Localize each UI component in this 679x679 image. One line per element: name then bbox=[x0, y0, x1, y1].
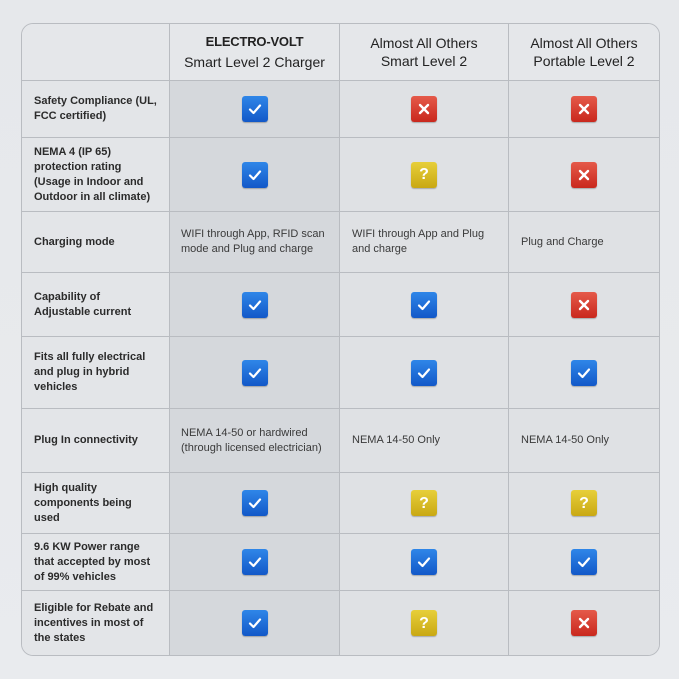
check-icon bbox=[411, 549, 437, 575]
row-label: Charging mode bbox=[22, 212, 170, 273]
row-label: High quality components being used bbox=[22, 473, 170, 534]
row-label: 9.6 KW Power range that accepted by most of 99% vehicles bbox=[22, 534, 170, 591]
check-icon bbox=[242, 610, 268, 636]
check-icon bbox=[571, 360, 597, 386]
check-icon bbox=[571, 549, 597, 575]
check-icon bbox=[242, 96, 268, 122]
cell-others-smart bbox=[340, 337, 509, 409]
cell-others-portable-text: Plug and Charge bbox=[509, 212, 659, 273]
cell-electro-volt bbox=[170, 81, 340, 138]
cell-electro-volt bbox=[170, 273, 340, 337]
check-icon bbox=[242, 490, 268, 516]
check-icon bbox=[242, 292, 268, 318]
header-col3-line2: Portable Level 2 bbox=[533, 53, 635, 69]
cross-icon bbox=[411, 96, 437, 122]
cell-others-portable bbox=[509, 81, 659, 138]
question-icon: ? bbox=[411, 490, 437, 516]
cell-electro-volt-text: WIFI through App, RFID scan mode and Plug and charge bbox=[170, 212, 340, 273]
row-label: Safety Compliance (UL, FCC certified) bbox=[22, 81, 170, 138]
cell-electro-volt-text: NEMA 14-50 or hardwired (through licensed electrician) bbox=[170, 409, 340, 473]
cell-others-smart bbox=[340, 473, 509, 534]
check-icon bbox=[242, 360, 268, 386]
header-others-smart bbox=[340, 24, 509, 81]
cell-others-smart-text: WIFI through App and Plug and charge bbox=[340, 212, 509, 273]
cell-others-smart bbox=[340, 273, 509, 337]
cross-icon bbox=[571, 610, 597, 636]
question-icon: ? bbox=[411, 610, 437, 636]
row-label: Fits all fully electrical and plug in hybrid vehicles bbox=[22, 337, 170, 409]
cell-others-portable bbox=[509, 337, 659, 409]
cross-icon bbox=[571, 292, 597, 318]
cell-others-smart bbox=[340, 81, 509, 138]
cell-others-portable bbox=[509, 138, 659, 212]
cell-electro-volt bbox=[170, 473, 340, 534]
cell-electro-volt bbox=[170, 337, 340, 409]
brand-logo: ELECTRO-VOLT bbox=[205, 34, 304, 49]
header-others-portable bbox=[509, 24, 659, 81]
cell-electro-volt bbox=[170, 534, 340, 591]
cell-others-smart bbox=[340, 591, 509, 655]
check-icon bbox=[242, 162, 268, 188]
cell-others-portable-text: NEMA 14-50 Only bbox=[509, 409, 659, 473]
header-col1-label: Smart Level 2 Charger bbox=[184, 54, 325, 70]
cell-others-portable bbox=[509, 591, 659, 655]
cell-others-portable bbox=[509, 534, 659, 591]
cell-electro-volt bbox=[170, 138, 340, 212]
check-icon bbox=[242, 549, 268, 575]
cell-electro-volt bbox=[170, 591, 340, 655]
cell-others-smart bbox=[340, 534, 509, 591]
row-label: Plug In connectivity bbox=[22, 409, 170, 473]
header-col2-line1: Almost All Others bbox=[370, 35, 478, 51]
header-col3-line1: Almost All Others bbox=[530, 35, 638, 51]
row-label: NEMA 4 (IP 65) protection rating (Usage in Indoor and Outdoor in all climate) bbox=[22, 138, 170, 212]
check-icon bbox=[411, 292, 437, 318]
row-label: Capability of Adjustable current bbox=[22, 273, 170, 337]
cell-others-portable bbox=[509, 273, 659, 337]
question-icon: ? bbox=[571, 490, 597, 516]
header-col2-line2: Smart Level 2 bbox=[380, 53, 468, 69]
cell-others-portable bbox=[509, 473, 659, 534]
check-icon bbox=[411, 360, 437, 386]
header-electro-volt bbox=[170, 24, 340, 81]
row-label: Eligible for Rebate and incentives in most of the states bbox=[22, 591, 170, 655]
cross-icon bbox=[571, 96, 597, 122]
cross-icon bbox=[571, 162, 597, 188]
cell-others-smart-text: NEMA 14-50 Only bbox=[340, 409, 509, 473]
cell-others-smart bbox=[340, 138, 509, 212]
question-icon: ? bbox=[411, 162, 437, 188]
comparison-table bbox=[21, 23, 660, 656]
header-corner bbox=[22, 24, 170, 81]
